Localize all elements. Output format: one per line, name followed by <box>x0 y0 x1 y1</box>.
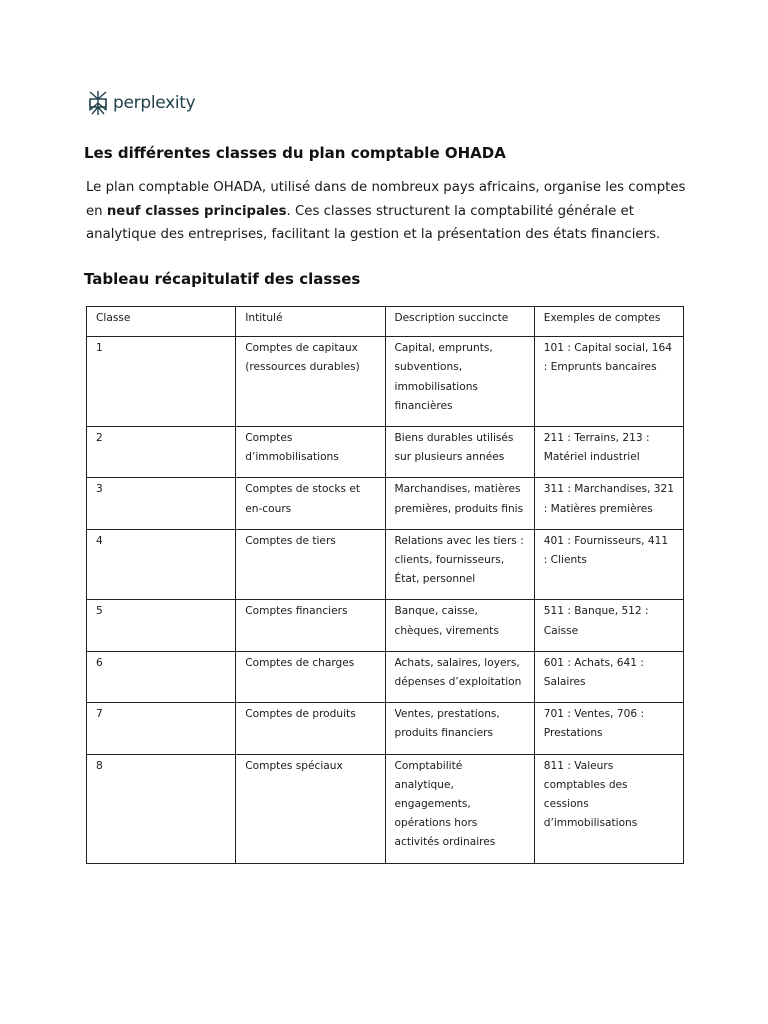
cell-exemples: 101 : Capital social, 164 : Emprunts bancaires <box>534 337 683 427</box>
cell-exemples: 311 : Marchandises, 321 : Matières premières <box>534 478 683 529</box>
cell-description: Capital, emprunts, subventions, immobilisations financières <box>385 337 534 427</box>
cell-description: Marchandises, matières premières, produits finis <box>385 478 534 529</box>
perplexity-logo <box>88 90 195 116</box>
intro-text-1: Le plan comptable OHADA, utilisé dans de nombreux pays africains, organise les comptes en <box>86 180 686 219</box>
cell-intitule: Comptes de tiers <box>236 529 385 600</box>
table-row <box>87 427 684 478</box>
intro-bold-text: neuf classes principales <box>106 203 287 219</box>
table-row <box>87 703 684 754</box>
cell-exemples: 401 : Fournisseurs, 411 : Clients <box>534 529 683 600</box>
cell-description: Biens durables utilisés sur plusieurs années <box>385 427 534 478</box>
cell-intitule: Comptes d’immobilisations <box>236 427 385 478</box>
cell-description: Ventes, prestations, produits financiers <box>385 703 534 754</box>
cell-classe: 1 <box>87 337 236 427</box>
cell-intitule: Comptes spéciaux <box>236 754 385 863</box>
table-row <box>87 478 684 529</box>
cell-description: Banque, caisse, chèques, virements <box>385 600 534 651</box>
intro-paragraph <box>86 176 696 247</box>
cell-classe: 8 <box>87 754 236 863</box>
document-title: Les différentes classes du plan comptable OHADA <box>84 144 506 162</box>
cell-exemples: 701 : Ventes, 706 : Prestations <box>534 703 683 754</box>
table-row <box>87 754 684 863</box>
cell-exemples: 211 : Terrains, 213 : Matériel industriel <box>534 427 683 478</box>
cell-intitule: Comptes de charges <box>236 651 385 702</box>
cell-classe: 4 <box>87 529 236 600</box>
cell-intitule: Comptes de capitaux (ressources durables) <box>236 337 385 427</box>
cell-classe: 7 <box>87 703 236 754</box>
table-row <box>87 600 684 651</box>
classes-summary-table <box>86 306 684 864</box>
cell-intitule: Comptes de stocks et en-cours <box>236 478 385 529</box>
cell-intitule: Comptes de produits <box>236 703 385 754</box>
cell-classe: 5 <box>87 600 236 651</box>
header-classe: Classe <box>87 307 236 337</box>
perplexity-logo-icon <box>88 90 108 116</box>
logo-wordmark: perplexity <box>113 93 196 113</box>
cell-exemples: 511 : Banque, 512 : Caisse <box>534 600 683 651</box>
cell-description: Achats, salaires, loyers, dépenses d’exploitation <box>385 651 534 702</box>
header-intitule: Intitulé <box>236 307 385 337</box>
table-header-row <box>87 307 684 337</box>
cell-classe: 3 <box>87 478 236 529</box>
header-exemples: Exemples de comptes <box>534 307 683 337</box>
cell-exemples: 811 : Valeurs comptables des cessions d’immobilisations <box>534 754 683 863</box>
header-description: Description succincte <box>385 307 534 337</box>
table-row <box>87 529 684 600</box>
table-row <box>87 651 684 702</box>
table-section-title: Tableau récapitulatif des classes <box>84 270 361 288</box>
cell-exemples: 601 : Achats, 641 : Salaires <box>534 651 683 702</box>
cell-intitule: Comptes financiers <box>236 600 385 651</box>
cell-classe: 6 <box>87 651 236 702</box>
cell-description: Comptabilité analytique, engagements, opérations hors activités ordinaires <box>385 754 534 863</box>
table-row <box>87 337 684 427</box>
intro-text-2: . Ces classes structurent la comptabilité générale et analytique des entreprises, facilitant la gestion et la présentation des états financiers. <box>86 203 661 242</box>
cell-description: Relations avec les tiers : clients, fournisseurs, État, personnel <box>385 529 534 600</box>
cell-classe: 2 <box>87 427 236 478</box>
